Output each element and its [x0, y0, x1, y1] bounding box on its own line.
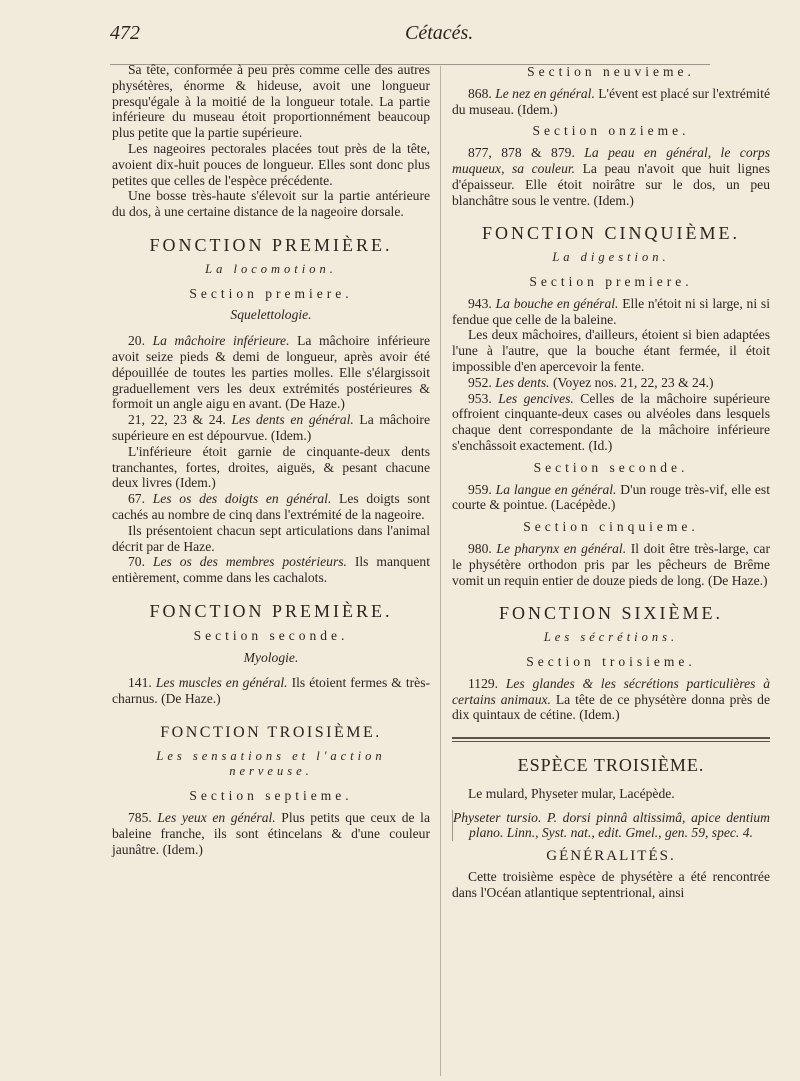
- column-divider: [440, 66, 441, 1076]
- section-title: Section neuvieme.: [527, 64, 695, 79]
- entry-title: La mâchoire inférieure.: [152, 333, 290, 349]
- entry: [112, 333, 430, 412]
- entry-number: 67.: [128, 491, 153, 507]
- fonction-subtitle: La digestion.: [552, 250, 670, 265]
- entry: [112, 554, 430, 586]
- entry-title: Les gencives.: [498, 390, 574, 406]
- entry-number: 980.: [468, 540, 497, 556]
- topic-heading: Squelettologie.: [230, 307, 312, 323]
- entry-text: La tête de ce physétère donna près de dix quintaux de cétine. (Idem.): [452, 691, 770, 723]
- entry-text: (Voyez nos. 21, 22, 23 & 24.): [549, 374, 714, 390]
- fonction-title: FONCTION SIXIÈME.: [499, 603, 723, 624]
- entry: [452, 391, 770, 454]
- section-title: Section seconde.: [533, 459, 689, 475]
- entry-text: La peau n'avoit que huit lignes d'épaisseur. Elle étoit noirâtre sur le dos, un peu blanchâtre sous le ventre. (Idem.): [452, 160, 770, 208]
- entry-title: Les yeux en général.: [157, 810, 276, 826]
- entry-text: Les doigts sont cachés au nombre de cinq dans l'extrémité de la nageoire.: [112, 491, 430, 522]
- entry-number: 868.: [468, 85, 496, 101]
- entry-number: 877, 878 & 879.: [468, 145, 585, 161]
- left-column: [112, 62, 430, 857]
- entry: [452, 327, 770, 374]
- entry-number: 1129.: [468, 675, 506, 691]
- species-heading: ESPÈCE TROISIÈME.: [517, 755, 705, 776]
- entry-title: Les glandes & les sécrétions particulières à certains animaux.: [452, 675, 770, 707]
- entry-title: Les os des doigts en général.: [152, 491, 332, 507]
- entry: [452, 145, 770, 208]
- entry-text: Celles de la mâchoire supérieure offroient cinquante-deux cases ou alvéoles dans lesquels chaque dent correspondante de la mâchoire inférieure s'enchâssoit exactement. (Id.): [452, 390, 771, 453]
- topic-heading: Myologie.: [243, 649, 299, 665]
- fonction-subtitle: La locomotion.: [205, 261, 337, 276]
- entry-title: Le pharynx en général.: [496, 540, 627, 556]
- paragraph: Les nageoires pectorales placées tout près de la tête, avoient dix-huit pouces de longueur. Elles sont donc plus petites que celles de l'espèce précédente.: [112, 140, 430, 188]
- double-rule: [452, 737, 770, 742]
- entry-text: Ils étoient fermes & très-charnus. (De Haze.): [112, 675, 431, 707]
- entry: [112, 412, 430, 444]
- entry: [452, 482, 770, 514]
- entry-title: Les os des membres postérieurs.: [152, 554, 347, 570]
- entry-text: Il doit être très-large, car le physétère orthodon pris par les pêcheurs de Brême vomit un requin entier de douze pieds de long. (De Haze.): [452, 540, 770, 588]
- entry-title: Les dents en général.: [231, 412, 354, 428]
- section-title: Section troisieme.: [526, 653, 696, 669]
- section-title: Section onzieme.: [532, 123, 690, 139]
- entry-title: Le nez en général.: [495, 85, 595, 101]
- section-title: Section cinquieme.: [523, 519, 699, 535]
- section-title: Section premiere.: [189, 285, 353, 301]
- section-title: Section seconde.: [193, 627, 349, 643]
- closing-paragraph: Cette troisième espèce de physétère a été rencontrée dans l'Océan atlantique septentrional, ainsi: [452, 869, 770, 900]
- entry-number: 943.: [468, 295, 496, 311]
- entry-number: 70.: [128, 554, 153, 570]
- entry: [452, 541, 770, 588]
- entry-text: Ils manquent entièrement, comme dans les cachalots.: [112, 554, 430, 586]
- entry: [112, 491, 430, 523]
- entry: [452, 86, 770, 118]
- synonymy: Physeter tursio. P. dorsi pinnâ altissimâ, apice dentium plano. Linn., Syst. nat., edit. Gmel., gen. 59, spec. 4.: [453, 809, 770, 841]
- entry-title: La peau en général, le corps muqueux, sa couleur.: [452, 145, 770, 176]
- entry: [452, 296, 770, 328]
- running-title: Cétacés.: [405, 22, 474, 44]
- entry-text: La mâchoire inférieure avoit seize pieds & demi de longueur, après avoir été dépouillée de toutes les parties molles. Elle s'élargissoit graduellement vers les deux extrémités postérieures & formoit un angle aigu en avant. (De Haze.): [112, 333, 431, 412]
- fonction-subtitle: Les sensations et l'action nerveuse.: [156, 748, 386, 779]
- entry-text: Les deux mâchoires, d'ailleurs, étoient si bien adaptées l'une à l'autre, que la bouche étant fermée, il étoit impossible d'en apercevoir la fente.: [452, 327, 770, 374]
- entry-title: Les dents.: [495, 374, 550, 390]
- species-name: Le mulard, Physeter mular, Lacépède.: [468, 785, 675, 801]
- section-title: Section septieme.: [189, 788, 353, 804]
- entry-number: 952.: [468, 374, 496, 390]
- entry: [112, 523, 430, 555]
- entry-text: Plus petits que ceux de la baleine franche, ils sont étincelans & d'une couleur jaunâtre. (Idem.): [112, 810, 430, 857]
- entry: [112, 675, 430, 707]
- entry-number: 20.: [128, 333, 153, 349]
- paragraph: Une bosse très-haute s'élevoit sur la partie antérieure du dos, à une certaine distance de la nageoire dorsale.: [112, 188, 430, 220]
- generalites-heading: GÉNÉRALITÉS.: [546, 848, 676, 865]
- entry-text: La mâchoire supérieure en est dépourvue. (Idem.): [112, 412, 430, 443]
- entry-number: 959.: [468, 481, 496, 497]
- paragraph: Sa tête, conformée à peu près comme celle des autres physétères, énorme & hideuse, avoit une longueur presqu'égale à la moitié de la longueur totale. La partie inférieure du museau étoit proportionnément beaucoup plus petite que la partie supérieure.: [112, 62, 430, 141]
- entry-text: Ils présentoient chacun sept articulations dans l'animal décrit par de Haze.: [112, 522, 430, 554]
- entry: [452, 676, 770, 723]
- section-title: Section premiere.: [529, 273, 693, 289]
- entry-number: 141.: [128, 675, 156, 691]
- fonction-title: FONCTION CINQUIÈME.: [482, 223, 740, 244]
- entry: [112, 810, 430, 857]
- entry-text: L'évent est placé sur l'extrémité du museau. (Idem.): [452, 85, 770, 117]
- entry-number: 21, 22, 23 & 24.: [128, 412, 232, 428]
- entry-number: 953.: [468, 390, 499, 406]
- entry-title: La bouche en général.: [495, 295, 619, 311]
- page-number: 472: [110, 22, 140, 44]
- entry-text: Elle n'étoit ni si large, ni si fendue que celle de la baleine.: [452, 295, 771, 327]
- entry-title: La langue en général.: [495, 481, 617, 497]
- fonction-subtitle: Les sécrétions.: [543, 630, 679, 645]
- right-column: [452, 62, 770, 901]
- fonction-title: FONCTION PREMIÈRE.: [149, 600, 393, 621]
- entry: [452, 375, 770, 391]
- entry-title: Les muscles en général.: [155, 675, 288, 691]
- page-header: [0, 22, 800, 62]
- fonction-title: FONCTION PREMIÈRE.: [149, 234, 393, 255]
- entry-text: L'inférieure étoit garnie de cinquante-deux dents tranchantes, fortes, droites, aiguës, & pesant chacune deux livres (Idem.): [112, 443, 430, 491]
- entry-number: 785.: [128, 810, 158, 826]
- entry: [112, 444, 430, 491]
- entry-text: D'un rouge très-vif, elle est courte & pointue. (Lacépède.): [452, 481, 770, 513]
- fonction-title: FONCTION TROISIÈME.: [160, 723, 382, 741]
